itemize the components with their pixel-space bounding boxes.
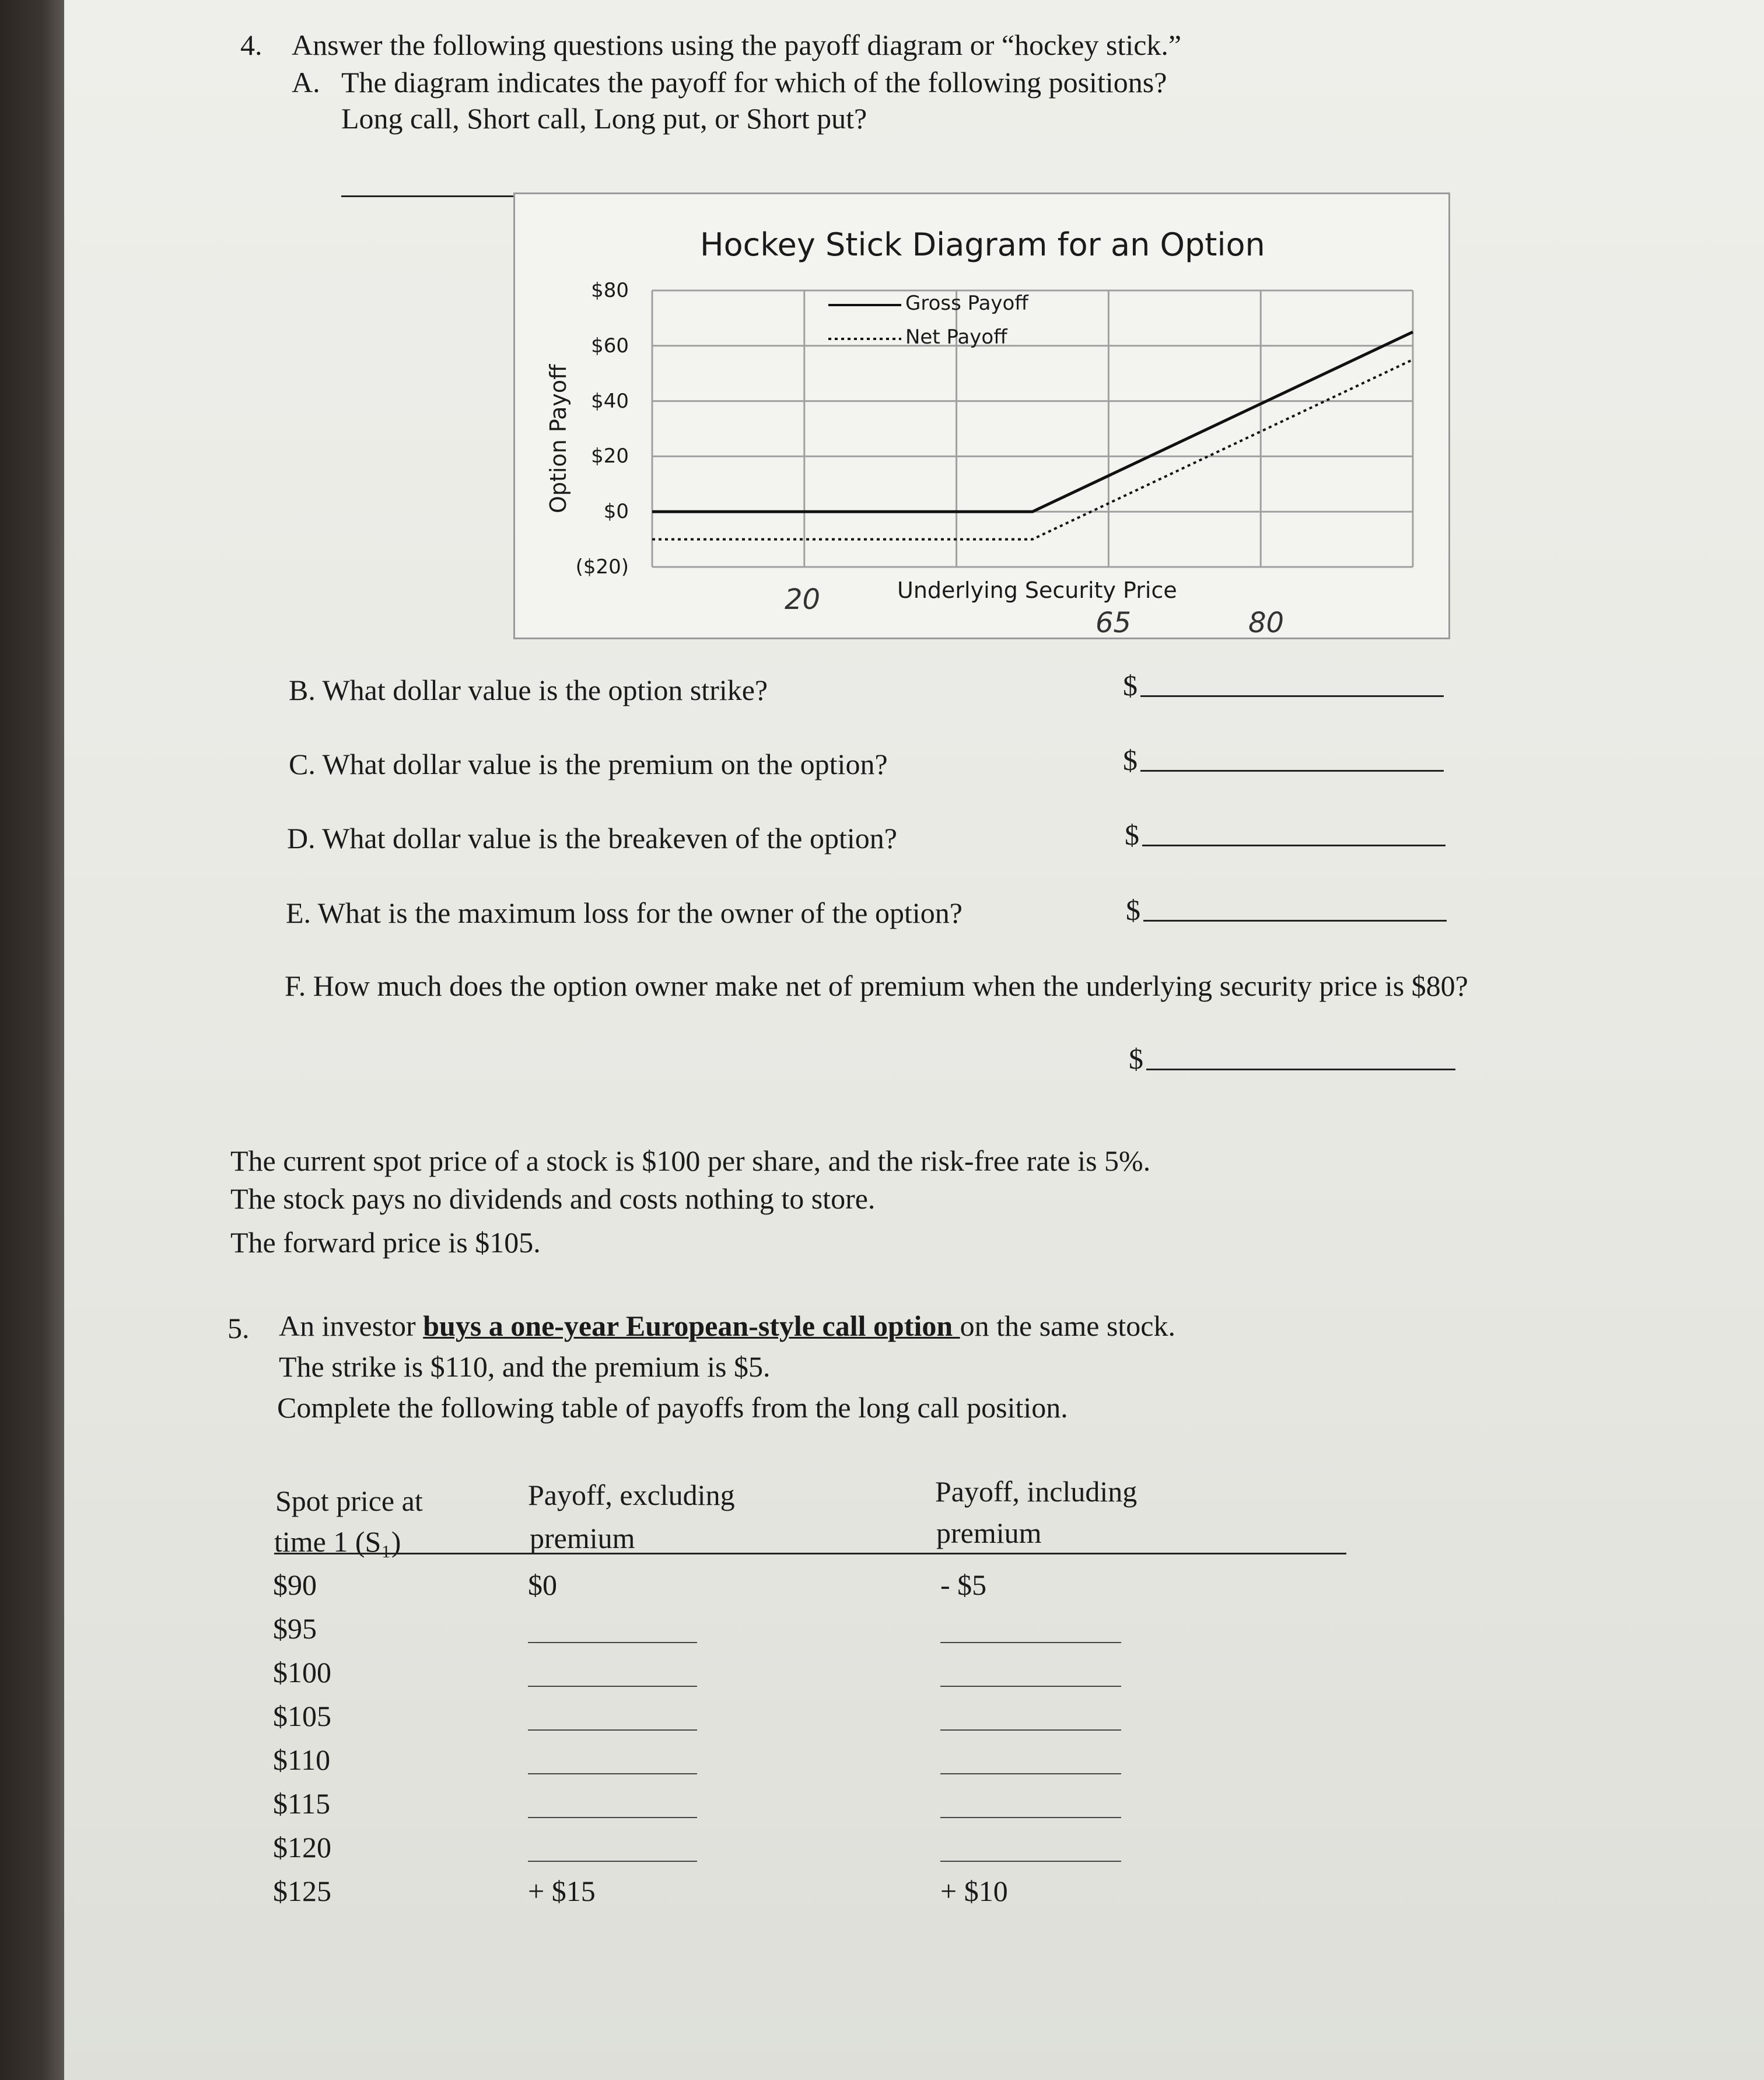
table-payoff-excluding-blank[interactable] [528, 1642, 697, 1643]
q4f-answer-blank[interactable] [1146, 1069, 1455, 1070]
table-payoff-including: - $5 [940, 1568, 987, 1601]
q4e-dollar: $ [1126, 894, 1140, 926]
handwritten-20: 20 [785, 583, 821, 616]
table-payoff-including-blank[interactable] [940, 1861, 1121, 1862]
table-payoff-excluding-blank[interactable] [528, 1686, 697, 1687]
legend-gross-label: Gross Payoff [905, 292, 1028, 315]
q4c-answer-blank[interactable] [1140, 770, 1444, 772]
q5-line-3: Complete the following table of payoffs from the long call position. [277, 1391, 1068, 1424]
q4b-text: B. What dollar value is the option strike? [289, 674, 768, 706]
table-payoff-including-blank[interactable] [940, 1729, 1121, 1731]
q5-text-before: An investor [279, 1309, 424, 1342]
table-spot-price: $105 [273, 1700, 331, 1732]
gross-payoff-line [652, 332, 1413, 512]
table-payoff-excluding-blank[interactable] [528, 1861, 697, 1862]
table-payoff-excluding-blank[interactable] [528, 1817, 697, 1818]
table-header-excl-1: Payoff, excluding [528, 1479, 735, 1511]
table-header-excl-2: premium [530, 1522, 635, 1554]
y-tick-label: $60 [591, 334, 629, 358]
q5-text-after: on the same stock. [960, 1309, 1176, 1342]
handwritten-65: 65 [1096, 607, 1132, 639]
table-spot-price: $90 [273, 1568, 317, 1601]
chart-title: Hockey Stick Diagram for an Option [700, 226, 1265, 263]
table-payoff-excluding: + $15 [528, 1875, 596, 1907]
table-payoff-including-blank[interactable] [940, 1642, 1121, 1643]
table-spot-price: $115 [273, 1787, 331, 1820]
q5-line-2: The strike is $110, and the premium is $5. [279, 1350, 771, 1383]
q4b-answer-blank[interactable] [1140, 695, 1444, 697]
q4f-text: F. How much does the option owner make net of premium when the underlying security price is $80? [285, 969, 1468, 1002]
table-payoff-excluding: $0 [528, 1568, 557, 1601]
handwritten-80: 80 [1248, 607, 1284, 639]
chart-y-axis-label: Option Payoff [545, 364, 571, 513]
q5-number: 5. [228, 1312, 250, 1344]
y-tick-label: $80 [591, 279, 629, 302]
q4a-text: The diagram indicates the payoff for which of the following positions? [341, 66, 1167, 99]
q4e-text: E. What is the maximum loss for the owner of the option? [286, 897, 963, 929]
spot-line-3: The forward price is $105. [230, 1226, 541, 1259]
spot-line-1: The current spot price of a stock is $100 per share, and the risk-free rate is 5%. [230, 1144, 1151, 1177]
table-spot-price: $120 [273, 1831, 331, 1864]
q4d-text: D. What dollar value is the breakeven of the option? [287, 822, 897, 855]
q4c-text: C. What dollar value is the premium on the option? [289, 748, 888, 780]
q4f-dollar: $ [1129, 1042, 1143, 1075]
legend-net-label: Net Payoff [905, 325, 1007, 349]
q4e-answer-blank[interactable] [1143, 920, 1447, 922]
table-payoff-including: + $10 [940, 1875, 1008, 1907]
table-header-rule [274, 1553, 1346, 1554]
spot-line-2: The stock pays no dividends and costs nothing to store. [230, 1182, 876, 1215]
table-payoff-including-blank[interactable] [940, 1686, 1121, 1687]
q4b-dollar: $ [1123, 669, 1138, 702]
table-spot-price: $95 [273, 1612, 317, 1645]
y-tick-label: $20 [591, 444, 629, 468]
q5-intro-line [279, 1311, 1175, 1340]
table-spot-price: $125 [273, 1875, 331, 1907]
q4d-dollar: $ [1125, 818, 1139, 851]
table-header-spot-2: time 1 (S₁) [274, 1525, 401, 1558]
table-spot-price: $110 [273, 1743, 331, 1776]
q4a-options: Long call, Short call, Long put, or Short put? [341, 102, 867, 135]
table-payoff-excluding-blank[interactable] [528, 1729, 697, 1731]
y-tick-label: ($20) [575, 555, 629, 579]
table-header-spot-1: Spot price at [275, 1484, 423, 1517]
q4d-answer-blank[interactable] [1142, 845, 1446, 846]
table-spot-price: $100 [273, 1656, 331, 1689]
q4a-letter: A. [292, 66, 320, 99]
y-tick-label: $0 [603, 500, 629, 524]
table-payoff-including-blank[interactable] [940, 1817, 1121, 1818]
q4-intro: Answer the following questions using the payoff diagram or “hockey stick.” [292, 29, 1182, 61]
table-header-incl-2: premium [936, 1517, 1042, 1549]
table-header-incl-1: Payoff, including [935, 1475, 1138, 1508]
table-payoff-including-blank[interactable] [940, 1773, 1121, 1774]
y-tick-label: $40 [591, 389, 629, 413]
chart-x-axis-label: Underlying Security Price [897, 577, 1177, 603]
q4c-dollar: $ [1123, 744, 1138, 776]
q4-number: 4. [240, 29, 262, 61]
q5-text-bold: buys a one-year European-style call option [423, 1309, 960, 1342]
table-payoff-excluding-blank[interactable] [528, 1773, 697, 1774]
